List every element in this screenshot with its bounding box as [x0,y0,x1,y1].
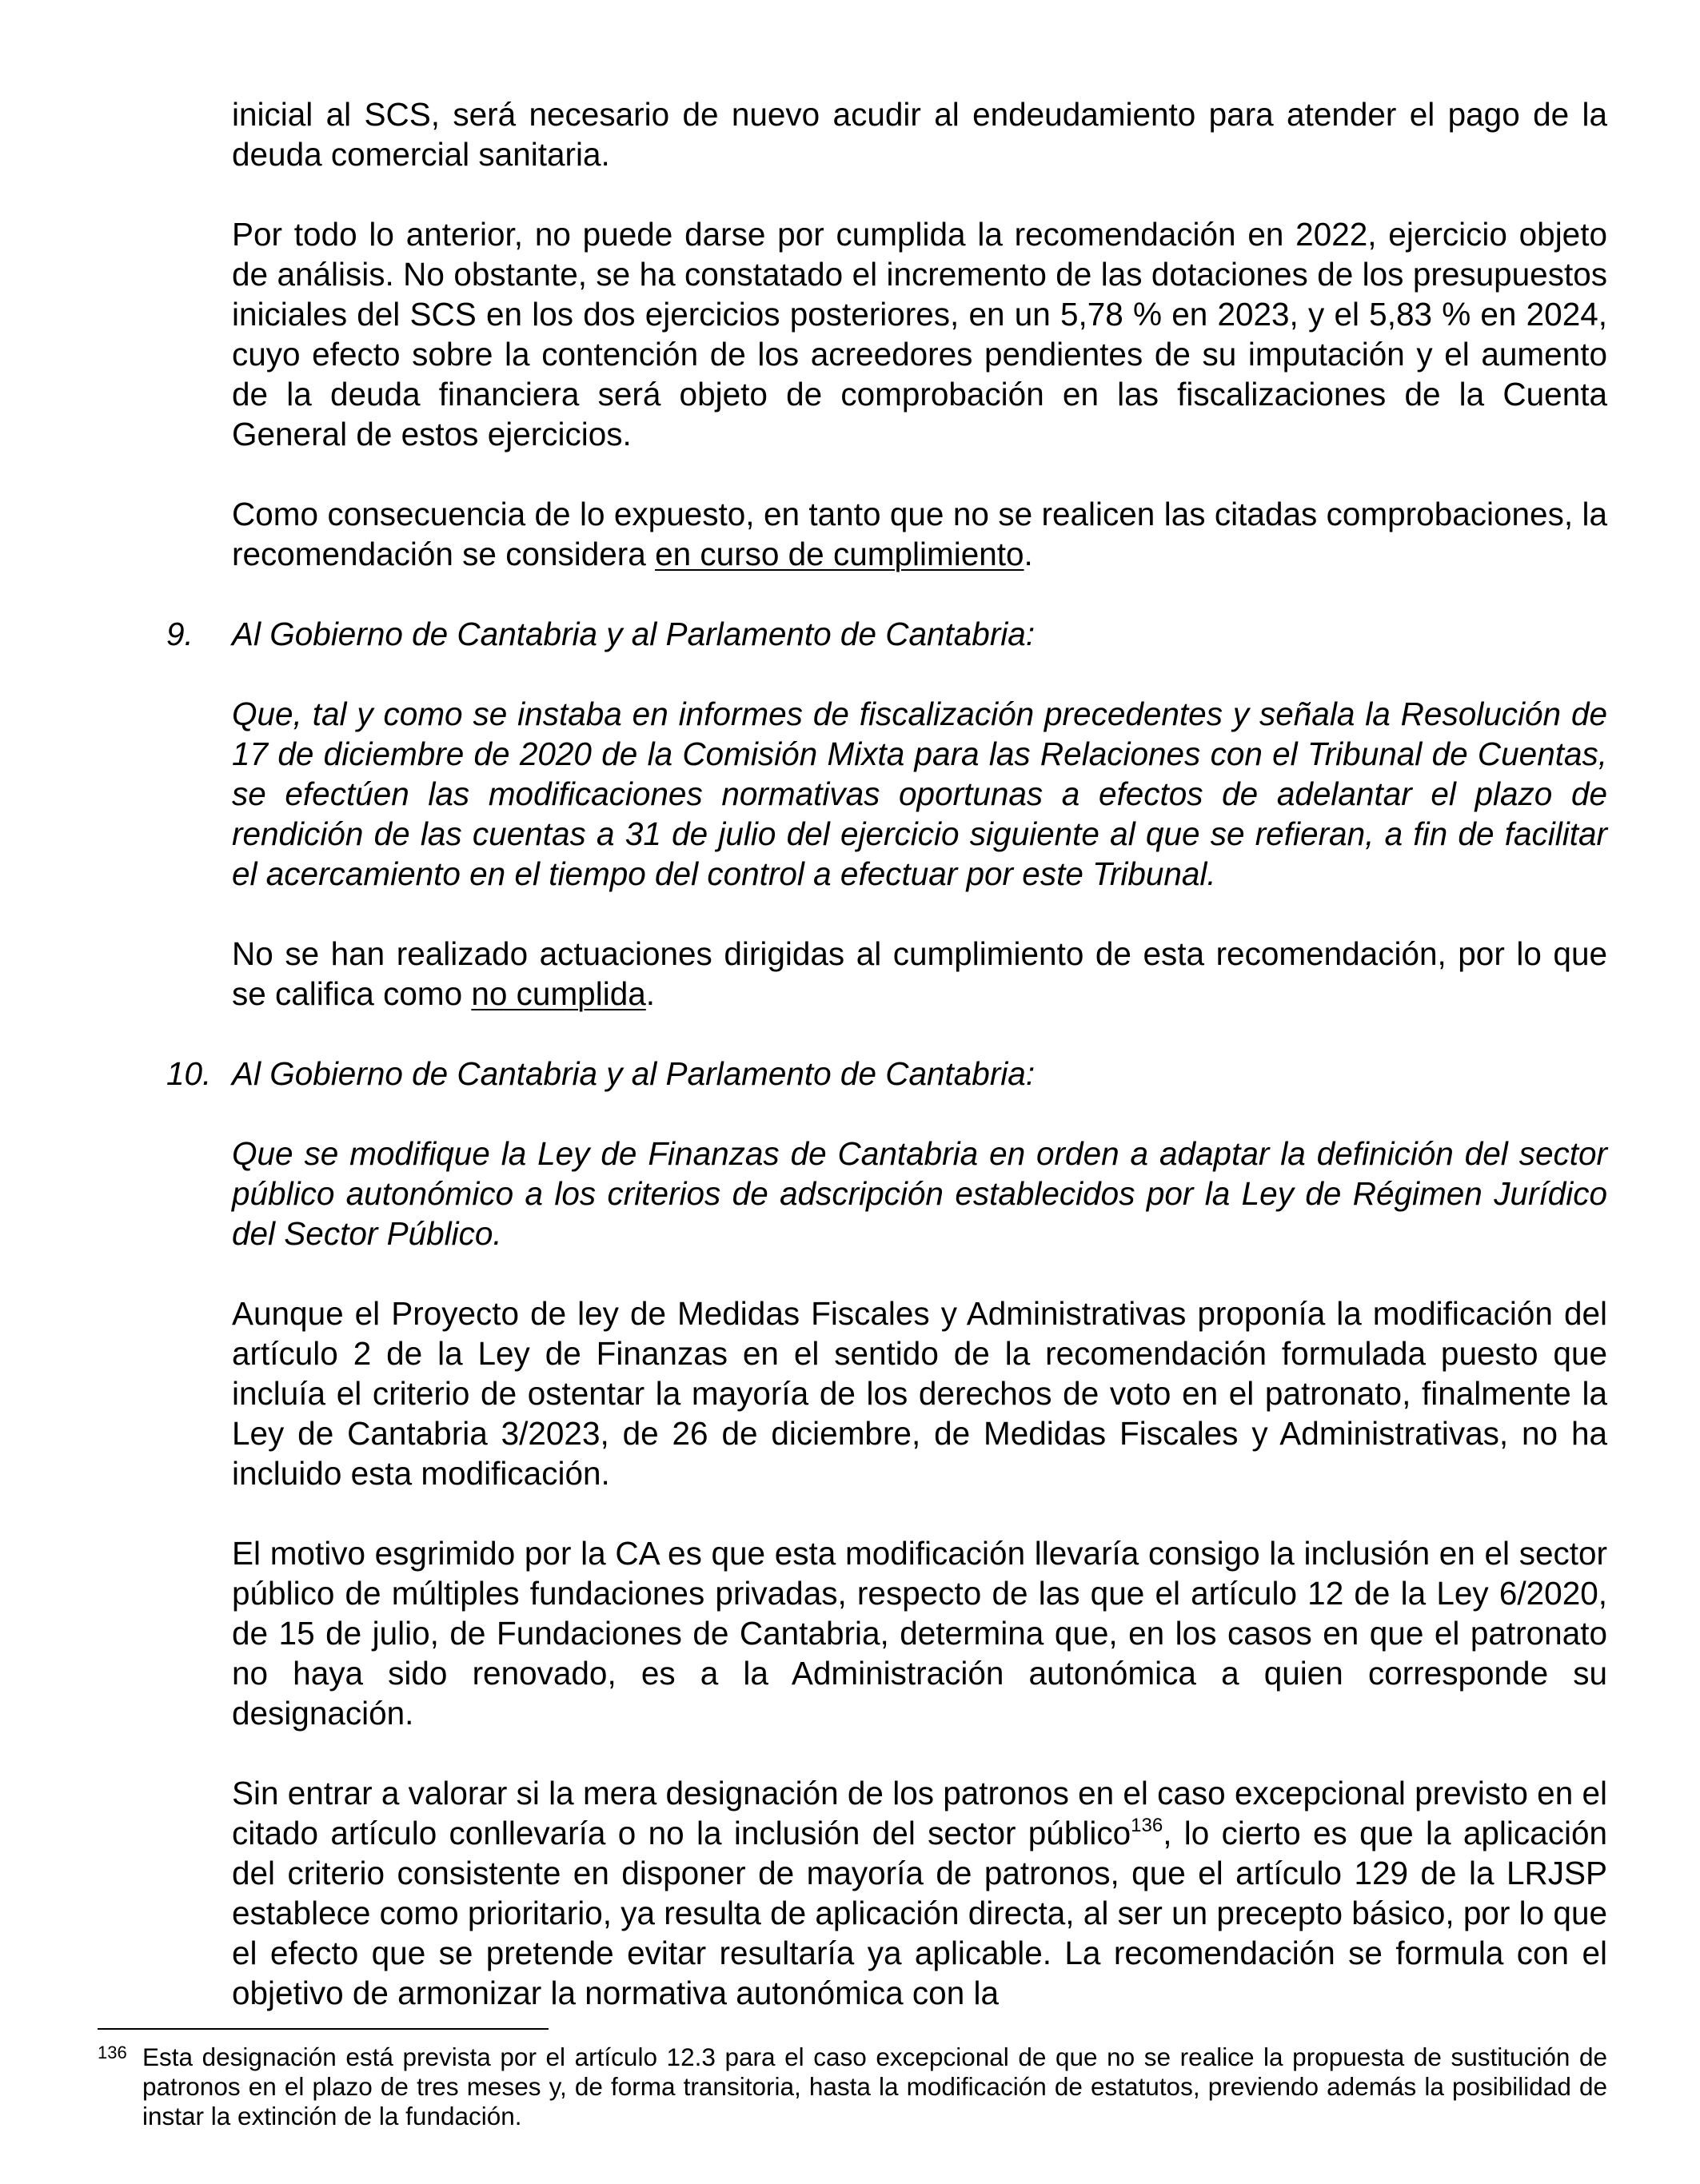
paragraph-conclusion [232,494,1607,574]
item-10-paragraph-3 [232,1773,1607,2013]
item-10-paragraph-1: Aunque el Proyecto de ley de Medidas Fiscales y Administrativas proponía la modificación del artículo 2 de la Ley de Finanzas en el sentido de la recomendación formulada puesto que incluía el criterio de ostentar la mayoría de los derechos de voto en el patronato, finalmente la Ley de Cantabria 3/2023, de 26 de diciembre, de Medidas Fiscales y Administrativas, no ha incluido esta modificación. [232,1295,1607,1492]
item-9-assessment-end: . [645,975,656,1012]
status-no-cumplida: no cumplida [471,975,646,1012]
footnote-separator [98,2028,549,2030]
item-9-addressee: Al Gobierno de Cantabria y al Parlamento de Cantabria: [232,616,1036,652]
item-9-assessment [232,934,1607,1014]
status-en-curso: en curso de cumplimiento [655,536,1024,572]
item-9-number: 9. [166,616,194,652]
page-content [166,94,1607,2053]
item-10-number: 10. [166,1055,212,1092]
item-10-addressee: Al Gobierno de Cantabria y al Parlamento de Cantabria: [232,1055,1036,1092]
footnote-number: 136 [98,2043,127,2062]
item-9-heading [166,614,1607,654]
paragraph-continuation: inicial al SCS, será necesario de nuevo acudir al endeudamiento para atender el pago de la deuda comercial sanitaria. [232,96,1607,173]
footnote-text: Esta designación está prevista por el artículo 12.3 para el caso excepcional de que no se realice la propuesta de sustitución de patronos en el plazo de tres meses y, de forma transitoria, hasta la modificación de estatutos, previendo además la posibilidad de instar la extinción de la fundación. [142,2043,1607,2130]
item-10-paragraph-3-rest: , lo cierto es que la aplicación del criterio consistente en disponer de mayoría de patronos, que el artículo 129 de la LRJSP establece como prioritario, ya resulta de aplicación directa, al ser un precepto básico, por lo que el efecto que se pretende evitar resultaría ya aplicable. La recomendación se formula con el objetivo de armonizar la normativa autonómica con la [232,1815,1607,2011]
item-10-recommendation: Que se modifique la Ley de Finanzas de Cantabria en orden a adaptar la definición del sector público autonómico a los criterios de adscripción establecidos por la Ley de Régimen Jurídico del Sector Público. [232,1135,1607,1252]
item-9-recommendation: Que, tal y como se instaba en informes de fiscalización precedentes y señala la Resolución de 17 de diciembre de 2020 de la Comisión Mixta para las Relaciones con el Tribunal de Cuentas, se efectúen las modificaciones normativas oportunas a efectos de adelantar el plazo de rendición de las cuentas a 31 de julio del ejercicio siguiente al que se refieran, a fin de facilitar el acercamiento en el tiempo del control a efectuar por este Tribunal. [232,695,1607,892]
item-9-assessment-text: No se han realizado actuaciones dirigidas al cumplimiento de esta recomendación, por lo que se califica como [232,935,1607,1012]
item-10-heading [166,1054,1607,1094]
paragraph-assessment-2022: Por todo lo anterior, no puede darse por cumplida la recomendación en 2022, ejercicio objeto de análisis. No obstante, se ha constatado el incremento de las dotaciones de los presupuestos iniciales del SCS en los dos ejercicios posteriores, en un 5,78 % en 2023, y el 5,83 % en 2024, cuyo efecto sobre la contención de los acreedores pendientes de su imputación y el aumento de la deuda financiera será objeto de comprobación en las fiscalizaciones de la Cuenta General de estos ejercicios. [232,216,1607,452]
item-10-paragraph-2: El motivo esgrimido por la CA es que esta modificación llevaría consigo la inclusión en el sector público de múltiples fundaciones privadas, respecto de las que el artículo 12 de la Ley 6/2020, de 15 de julio, de Fundaciones de Cantabria, determina que, en los casos en que el patronato no haya sido renovado, es a la Administración autonómica a quien corresponde su designación. [232,1535,1607,1732]
item-10-paragraph-3-text: Sin entrar a valorar si la mera designación de los patronos en el caso excepcional previsto en el citado artículo conllevaría o no la inclusión del sector público [232,1775,1607,1851]
footnote [98,2043,1607,2131]
conclusion-text: Como consecuencia de lo expuesto, en tanto que no se realicen las citadas comprobaciones, la recomendación se considera [232,496,1607,572]
conclusion-end: . [1024,536,1033,572]
footnote-reference[interactable]: 136 [1131,1815,1163,1836]
